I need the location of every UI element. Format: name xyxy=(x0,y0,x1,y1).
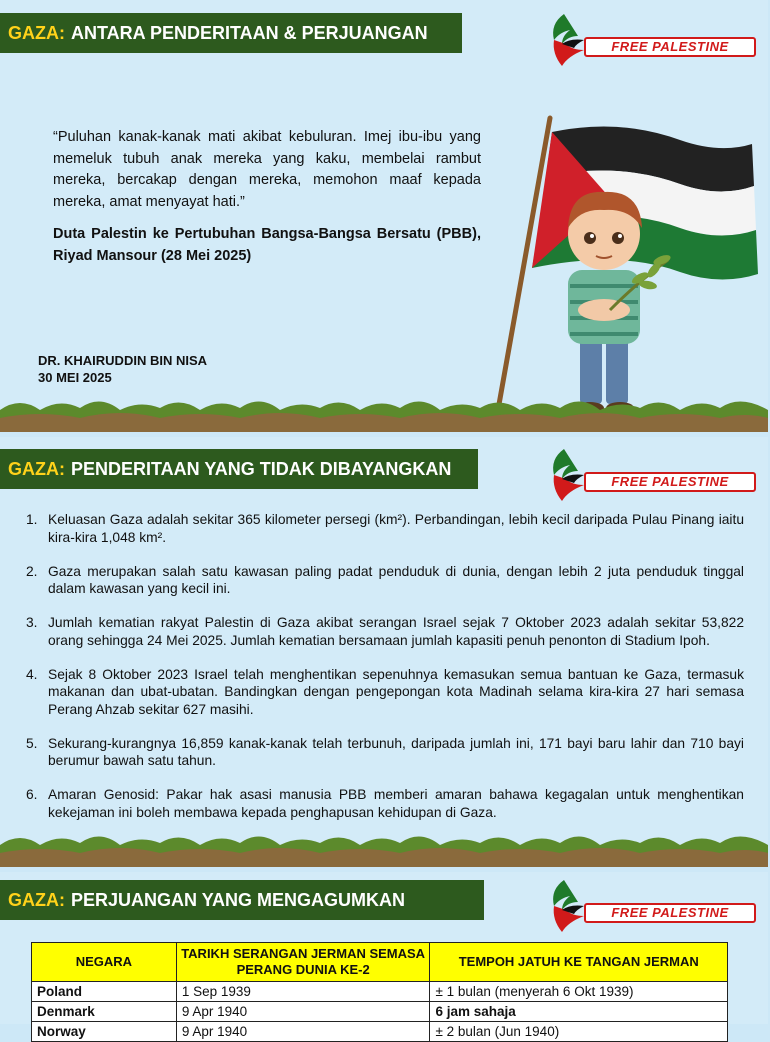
table-row: Poland 1 Sep 1939 ± 1 bulan (menyerah 6 Okt 1939) xyxy=(32,982,728,1002)
list-item: 5. Sekurang-kurangnya 16,859 kanak-kanak telah terbunuh, daripada jumlah ini, 171 bayi baru lahir dan 710 bayi berumur bawah satu tahun. xyxy=(26,735,744,768)
germany-invasion-table xyxy=(31,942,728,1042)
slide-3 xyxy=(0,872,768,1039)
author-name: DR. KHAIRUDDIN BIN NISA xyxy=(38,353,207,368)
logo-text: FREE PALESTINE xyxy=(584,472,756,492)
table-row: Norway 9 Apr 1940 ± 2 bulan (Jun 1940) xyxy=(32,1022,728,1042)
boy-with-flag-illustration xyxy=(480,110,770,420)
column-header: TARIKH SERANGAN JERMAN SEMASA PERANG DUNIA KE-2 xyxy=(176,943,430,982)
quote-attribution: Duta Palestin ke Pertubuhan Bangsa-Bangsa Bersatu (PBB), Riyad Mansour (28 Mei 2025) xyxy=(53,226,481,264)
grass-decoration xyxy=(0,392,768,432)
list-item: 4. Sejak 8 Oktober 2023 Israel telah menghentikan sepenuhnya kemasukan semua bantuan ke Gaza, termasuk makanan dan ubat-ubatan. Bandingkan dengan pengepongan kota Madinah selama kira-kira 27 hari semasa Perang Ahzab sekitar 627 masihi. xyxy=(26,666,744,717)
slide-2 xyxy=(0,437,768,867)
table-header-row xyxy=(32,943,728,982)
author-date: 30 MEI 2025 xyxy=(38,370,112,385)
slide-1-title xyxy=(0,13,462,53)
logo-text: FREE PALESTINE xyxy=(584,37,756,57)
free-palestine-logo xyxy=(544,876,758,936)
logo-text: FREE PALESTINE xyxy=(584,903,756,923)
title-text: PERJUANGAN YANG MENGAGUMKAN xyxy=(71,889,406,910)
title-text: ANTARA PENDERITAAN & PERJUANGAN xyxy=(71,22,428,43)
column-header: NEGARA xyxy=(32,943,177,982)
slide-3-title xyxy=(0,880,484,920)
author-block xyxy=(38,352,207,386)
title-highlight: GAZA: xyxy=(8,458,65,479)
list-item: 6. Amaran Genosid: Pakar hak asasi manusia PBB memberi amaran bahawa kegagalan untuk menghentikan kekejaman ini boleh membawa kepada penghapusan kehidupan di Gaza. xyxy=(26,787,744,820)
list-item: 2. Gaza merupakan salah satu kawasan paling padat penduduk di dunia, dengan lebih 2 juta penduduk tinggal dalam kawasan yang kecil ini. xyxy=(26,563,744,596)
title-highlight: GAZA: xyxy=(8,22,65,43)
slide-1 xyxy=(0,0,768,432)
list-item: 1. Keluasan Gaza adalah sekitar 365 kilometer persegi (km²). Perbandingan, lebih kecil daripada Pulau Pinang iaitu kira-kira 1,048 km². xyxy=(26,512,744,545)
grass-decoration xyxy=(0,827,768,867)
column-header: TEMPOH JATUH KE TANGAN JERMAN xyxy=(430,943,728,982)
table-row: Denmark 9 Apr 1940 6 jam sahaja xyxy=(32,1002,728,1022)
title-highlight: GAZA: xyxy=(8,889,65,910)
facts-list xyxy=(22,511,744,838)
list-item: 3. Jumlah kematian rakyat Palestin di Gaza akibat serangan Israel sejak 7 Oktober 2023 adalah sekitar 53,822 orang sehingga 24 Mei 2025. Jumlah kematian bersamaan jumlah kapasiti penuh penonton di Stadium Ipoh. xyxy=(26,615,744,648)
free-palestine-logo xyxy=(544,10,758,70)
title-text: PENDERITAAN YANG TIDAK DIBAYANGKAN xyxy=(71,458,452,479)
slide-2-title xyxy=(0,449,478,489)
quote-text: “Puluhan kanak-kanak mati akibat kebuluran. Imej ibu-ibu yang memeluk tubuh anak mereka yang kaku, membelai rambut mereka, bercakap dengan mereka, memohon maaf kepada mereka, amat menyayat hati.” xyxy=(53,129,481,210)
free-palestine-logo xyxy=(544,445,758,505)
